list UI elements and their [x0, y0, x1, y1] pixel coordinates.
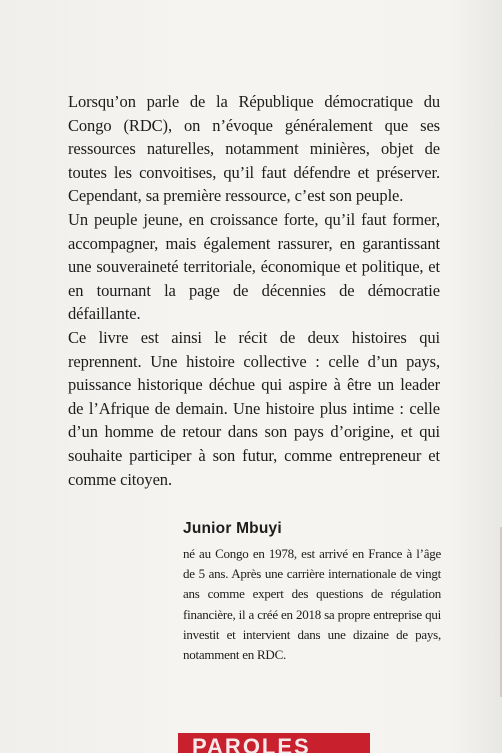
- author-name: Junior Mbuyi: [183, 520, 282, 537]
- blurb-paragraph-3: Ce livre est ainsi le récit de deux histoires qui reprennent. Une histoire collective : celle d’un pays, puissance historique déchue qui aspire à être un leader de l’Afrique de demain. Une histoire plus intime : celle d’un homme de retour dans son pays d’origine, et qui souhaite participer à son futur, comme entrepreneur et comme citoyen.: [68, 327, 440, 489]
- back-cover-blurb: [68, 90, 440, 491]
- collection-label: PAROLES: [192, 734, 311, 753]
- blurb-paragraph-1: Lorsqu’on parle de la République démocratique du Congo (RDC), on n’évoque généralement que ses ressources naturelles, notamment minières, objet de toutes les convoitises, qu’il faut défendre et préserver. Cependant, sa première ressource, c’est son peuple.: [68, 92, 440, 206]
- author-bio: [183, 544, 441, 665]
- author-bio-text: né au Congo en 1978, est arrivé en France à l’âge de 5 ans. Après une carrière internationale de vingt ans comme expert des questions de régulation financière, il a créé en 2018 sa propre entreprise qui investit et intervient dans une dizaine de pays, notamment en RDC.: [183, 546, 441, 663]
- blurb-paragraph-2: Un peuple jeune, en croissance forte, qu’il faut former, accompagner, mais également rassurer, en garantissant une souveraineté territoriale, économique et politique, et en tournant la page de décennies de démocratie défaillante.: [68, 209, 440, 324]
- collection-banner: [178, 733, 370, 753]
